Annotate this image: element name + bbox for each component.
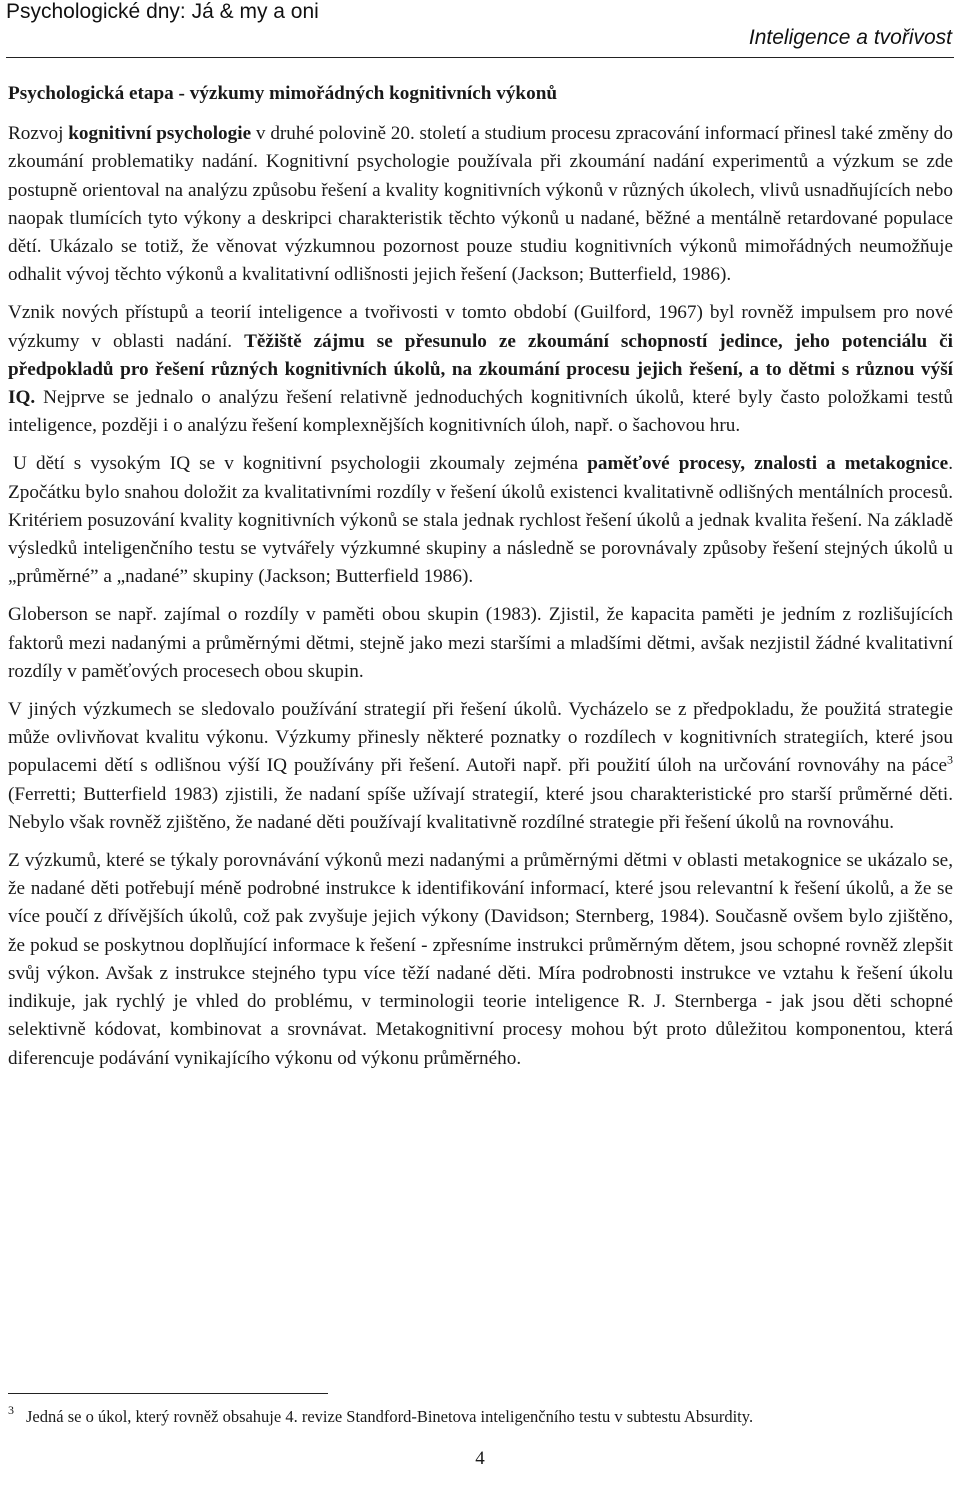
footnote-text: Jedná se o úkol, který rovněž obsahuje 4. revize Standford-Binetova inteligenčního testu v subtestu Absurdity.	[26, 1407, 754, 1426]
p1-text-c: v druhé polovině 20. století a studium procesu zpracování informací přinesl také změny do zkoumání problematiky nadání. Kognitivní psychologie používala při zkoumání nadání experimentů a výzkum se zde postupně orientoval na analýzu způsobu řešení a kvality kognitivních výkonů v různých úkolech, vlivů usnadňujících nebo naopak tlumících tyto výkony a deskripci charakteristik těchto výkonů u nadané, běžné a mentálně retardované populace dětí. Ukázalo se totiž, že věnovat výzkumnou pozornost pouze studiu kognitivních výkonů mimořádných neumožňuje odhalit vývoj těchto výkonů a kvalitativní odlišnosti jejich řešení (Jackson; Butterfield, 1986).	[8, 123, 953, 286]
footnote-divider	[8, 1393, 328, 1394]
footnote-reference[interactable]: 3	[947, 753, 953, 768]
p1-text-a: Rozvoj	[8, 123, 69, 145]
p3-bold: paměťové procesy, znalosti a metakognice	[587, 453, 949, 475]
p2-text-c: Nejprve se jednalo o analýzu řešení relativně jednoduchých kognitivních úkolů, které byly často položkami testů inteligence, později i o analýzu řešení komplexnějších kognitivních úloh, např. o šachovou hru.	[8, 387, 953, 437]
header-left-title: Psychologické dny: Já & my a oni	[6, 0, 319, 23]
p3-text-c: . Zpočátku bylo snahou doložit za kvalitativními rozdíly v řešení úkolů existenci kvalitativně odlišných mentálních procesů. Kritériem posuzování kvality kognitivních výkonů se stala jednak rychlost řešení úkolů a jednak kvalita řešení. Na základě výsledků inteligenčního testu se vytvářely výzkumné skupiny a následně se porovnávaly způsoby řešení stejných úkolů u „průměrné” a „nadané” skupiny (Jackson; Butterfield 1986).	[8, 453, 953, 588]
p5-text-c: (Ferretti; Butterfield 1983) zjistili, že nadaní spíše užívají strategií, které jsou charakteristické pro starší průměrné děti. Nebylo však rovněž zjištěno, že nadané děti používají kvalitativně rozdílné strategie při řešení úkolů na rovnováhu.	[8, 783, 953, 833]
paragraph-2	[8, 299, 953, 440]
footnote	[8, 1403, 953, 1429]
section-title: Psychologická etapa - výzkumy mimořádných kognitivních výkonů	[8, 83, 558, 104]
p2-text-a: Vznik nových přístupů a teorií inteligence a tvořivosti v tomto období (Guilford, 1967) byl rovněž impulsem pro nové výzkumy v oblasti nadání.	[8, 302, 953, 352]
header-right-title: Inteligence a tvořivost	[748, 26, 952, 49]
p3-text-a: U dětí s vysokým IQ se v kognitivní psychologii zkoumaly zejména	[13, 453, 588, 475]
header-divider	[6, 57, 954, 58]
footnote-mark: 3	[8, 1403, 14, 1417]
p2-bold: Těžiště zájmu se přesunulo ze zkoumání schopností jedince, jeho potenciálu či předpokladů pro řešení různých kognitivních úkolů, na zkoumání procesu jejich řešení, a to dětmi s různou výší IQ.	[8, 330, 954, 409]
paragraph-1	[8, 120, 953, 289]
p1-bold: kognitivní psychologie	[68, 123, 252, 145]
paragraph-6: Z výzkumů, které se týkaly porovnávání výkonů mezi nadanými a průměrnými dětmi v oblasti metakognice se ukázalo se, že nadané děti potřebují méně podrobné instrukce k identifikování informací, které jsou relevantní k řešení úkolů, a že se více poučí z dřívějších úkolů, což pak zvyšuje jejich výkony (Davidson; Sternberg, 1984). Současně ovšem bylo zjištěno, že pokud se poskytnou doplňující informace k řešení - zpřesníme instrukci průměrným dětem, jsou schopné rovněž zlepšit svůj výkon. Avšak z instrukce stejného typu více těží nadané děti. Míra podrobnosti instrukce ve vztahu k řešení úkolu indikuje, jak rychlý je vhled do problému, v terminologii teorie inteligence R. J. Sternberga - jak jsou děti schopné selektivně kódovat, kombinovat a srovnávat. Metakognitivní procesy mohou být proto důležitou komponentou, která diferencuje podávání vynikajícího výkonu od výkonu průměrného.	[8, 850, 953, 1069]
paragraph-3	[8, 450, 953, 591]
p5-text-a: V jiných výzkumech se sledovalo používání strategií při řešení úkolů. Vycházelo se z předpokladu, že použitá strategie může ovlivňovat kvalitu výkonu. Výzkumy přinesly některé poznatky o rozdílech v kognitivních strategiích, které jsou populacemi dětí s odlišnou výší IQ používány při řešení. Autoři např. při použití úloh na určování rovnováhy na páce	[8, 699, 953, 777]
paragraph-5	[8, 696, 953, 837]
page-number: 4	[475, 1448, 485, 1469]
document-body	[8, 80, 953, 1083]
paragraph-4: Globerson se např. zajímal o rozdíly v paměti obou skupin (1983). Zjistil, že kapacita paměti je jedním z rozlišujících faktorů mezi nadanými a průměrnými dětmi, stejně jako mezi staršími a mladšími dětmi, avšak nezjistil žádné kvalitativní rozdíly v paměťových procesech obou skupin.	[8, 604, 953, 682]
